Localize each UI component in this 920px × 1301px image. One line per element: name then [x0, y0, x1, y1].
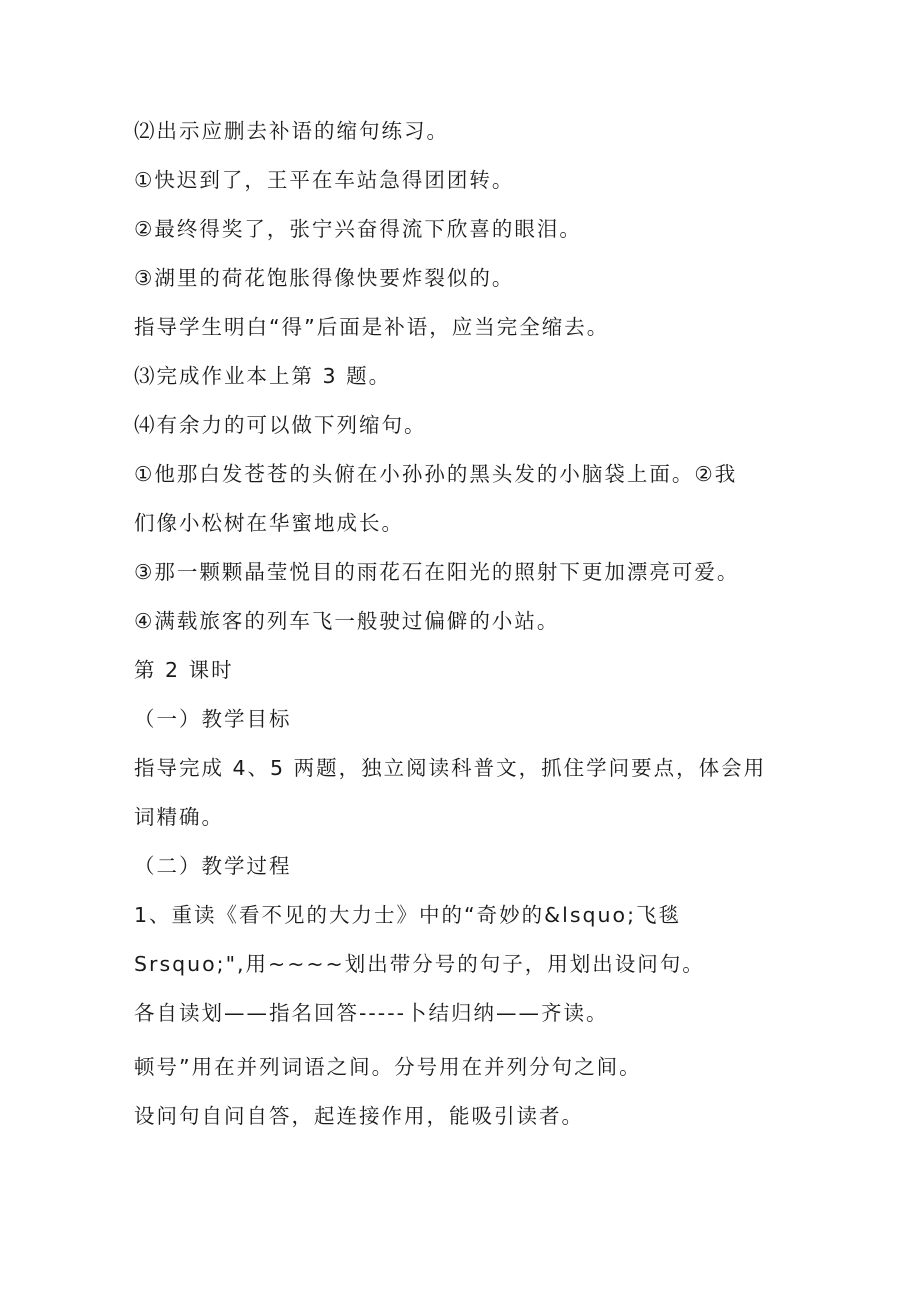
subheading-teaching-goals: （一）教学目标 [134, 707, 292, 731]
text-line-5: 指导学生明白“得”后面是补语，应当完全缩去。 [134, 315, 610, 339]
text-line-8: ①他那白发苍苍的头俯在小孙孙的黑头发的小脑袋上面。②我 [134, 462, 738, 486]
section-heading-lesson-2: 第 2 课时 [134, 658, 234, 682]
text-line-11: ④满载旅客的列车飞一般驶过偏僻的小站。 [134, 609, 560, 633]
text-line-20: 顿号”用在并列词语之间。分号用在并列分句之间。 [134, 1055, 642, 1079]
text-line-4: ③湖里的荷花饱胀得像快要炸裂似的。 [134, 266, 515, 290]
text-line-17: 1、重读《看不见的大力士》中的“奇妙的&lsquo;飞毯 [134, 903, 681, 927]
text-line-21: 设问句自问自答，起连接作用，能吸引读者。 [134, 1104, 584, 1128]
text-line-6: ⑶完成作业本上第 3 题。 [134, 364, 392, 388]
text-line-3: ②最终得奖了，张宁兴奋得流下欣喜的眼泪。 [134, 217, 582, 241]
subheading-teaching-process: （二）教学过程 [134, 854, 292, 878]
text-line-1: ⑵出示应删去补语的缩句练习。 [134, 119, 449, 143]
text-line-7: ⑷有余力的可以做下列缩句。 [134, 413, 427, 437]
text-line-15: 词精确。 [134, 805, 224, 829]
text-line-19: 各自读划——指名回答-----卜结归纳——齐读。 [134, 1001, 609, 1025]
text-line-10: ③那一颗颗晶莹悦目的雨花石在阳光的照射下更加漂亮可爱。 [134, 560, 740, 584]
text-line-18: Srsquo;",用~~~~划出带分号的句子，用划出设问句。 [134, 952, 705, 976]
text-line-2: ①快迟到了，王平在车站急得团团转。 [134, 168, 515, 192]
text-line-9: 们像小松树在华蜜地成长。 [134, 511, 404, 535]
text-line-14: 指导完成 4、5 两题，独立阅读科普文，抓住学问要点，体会用 [134, 756, 767, 780]
